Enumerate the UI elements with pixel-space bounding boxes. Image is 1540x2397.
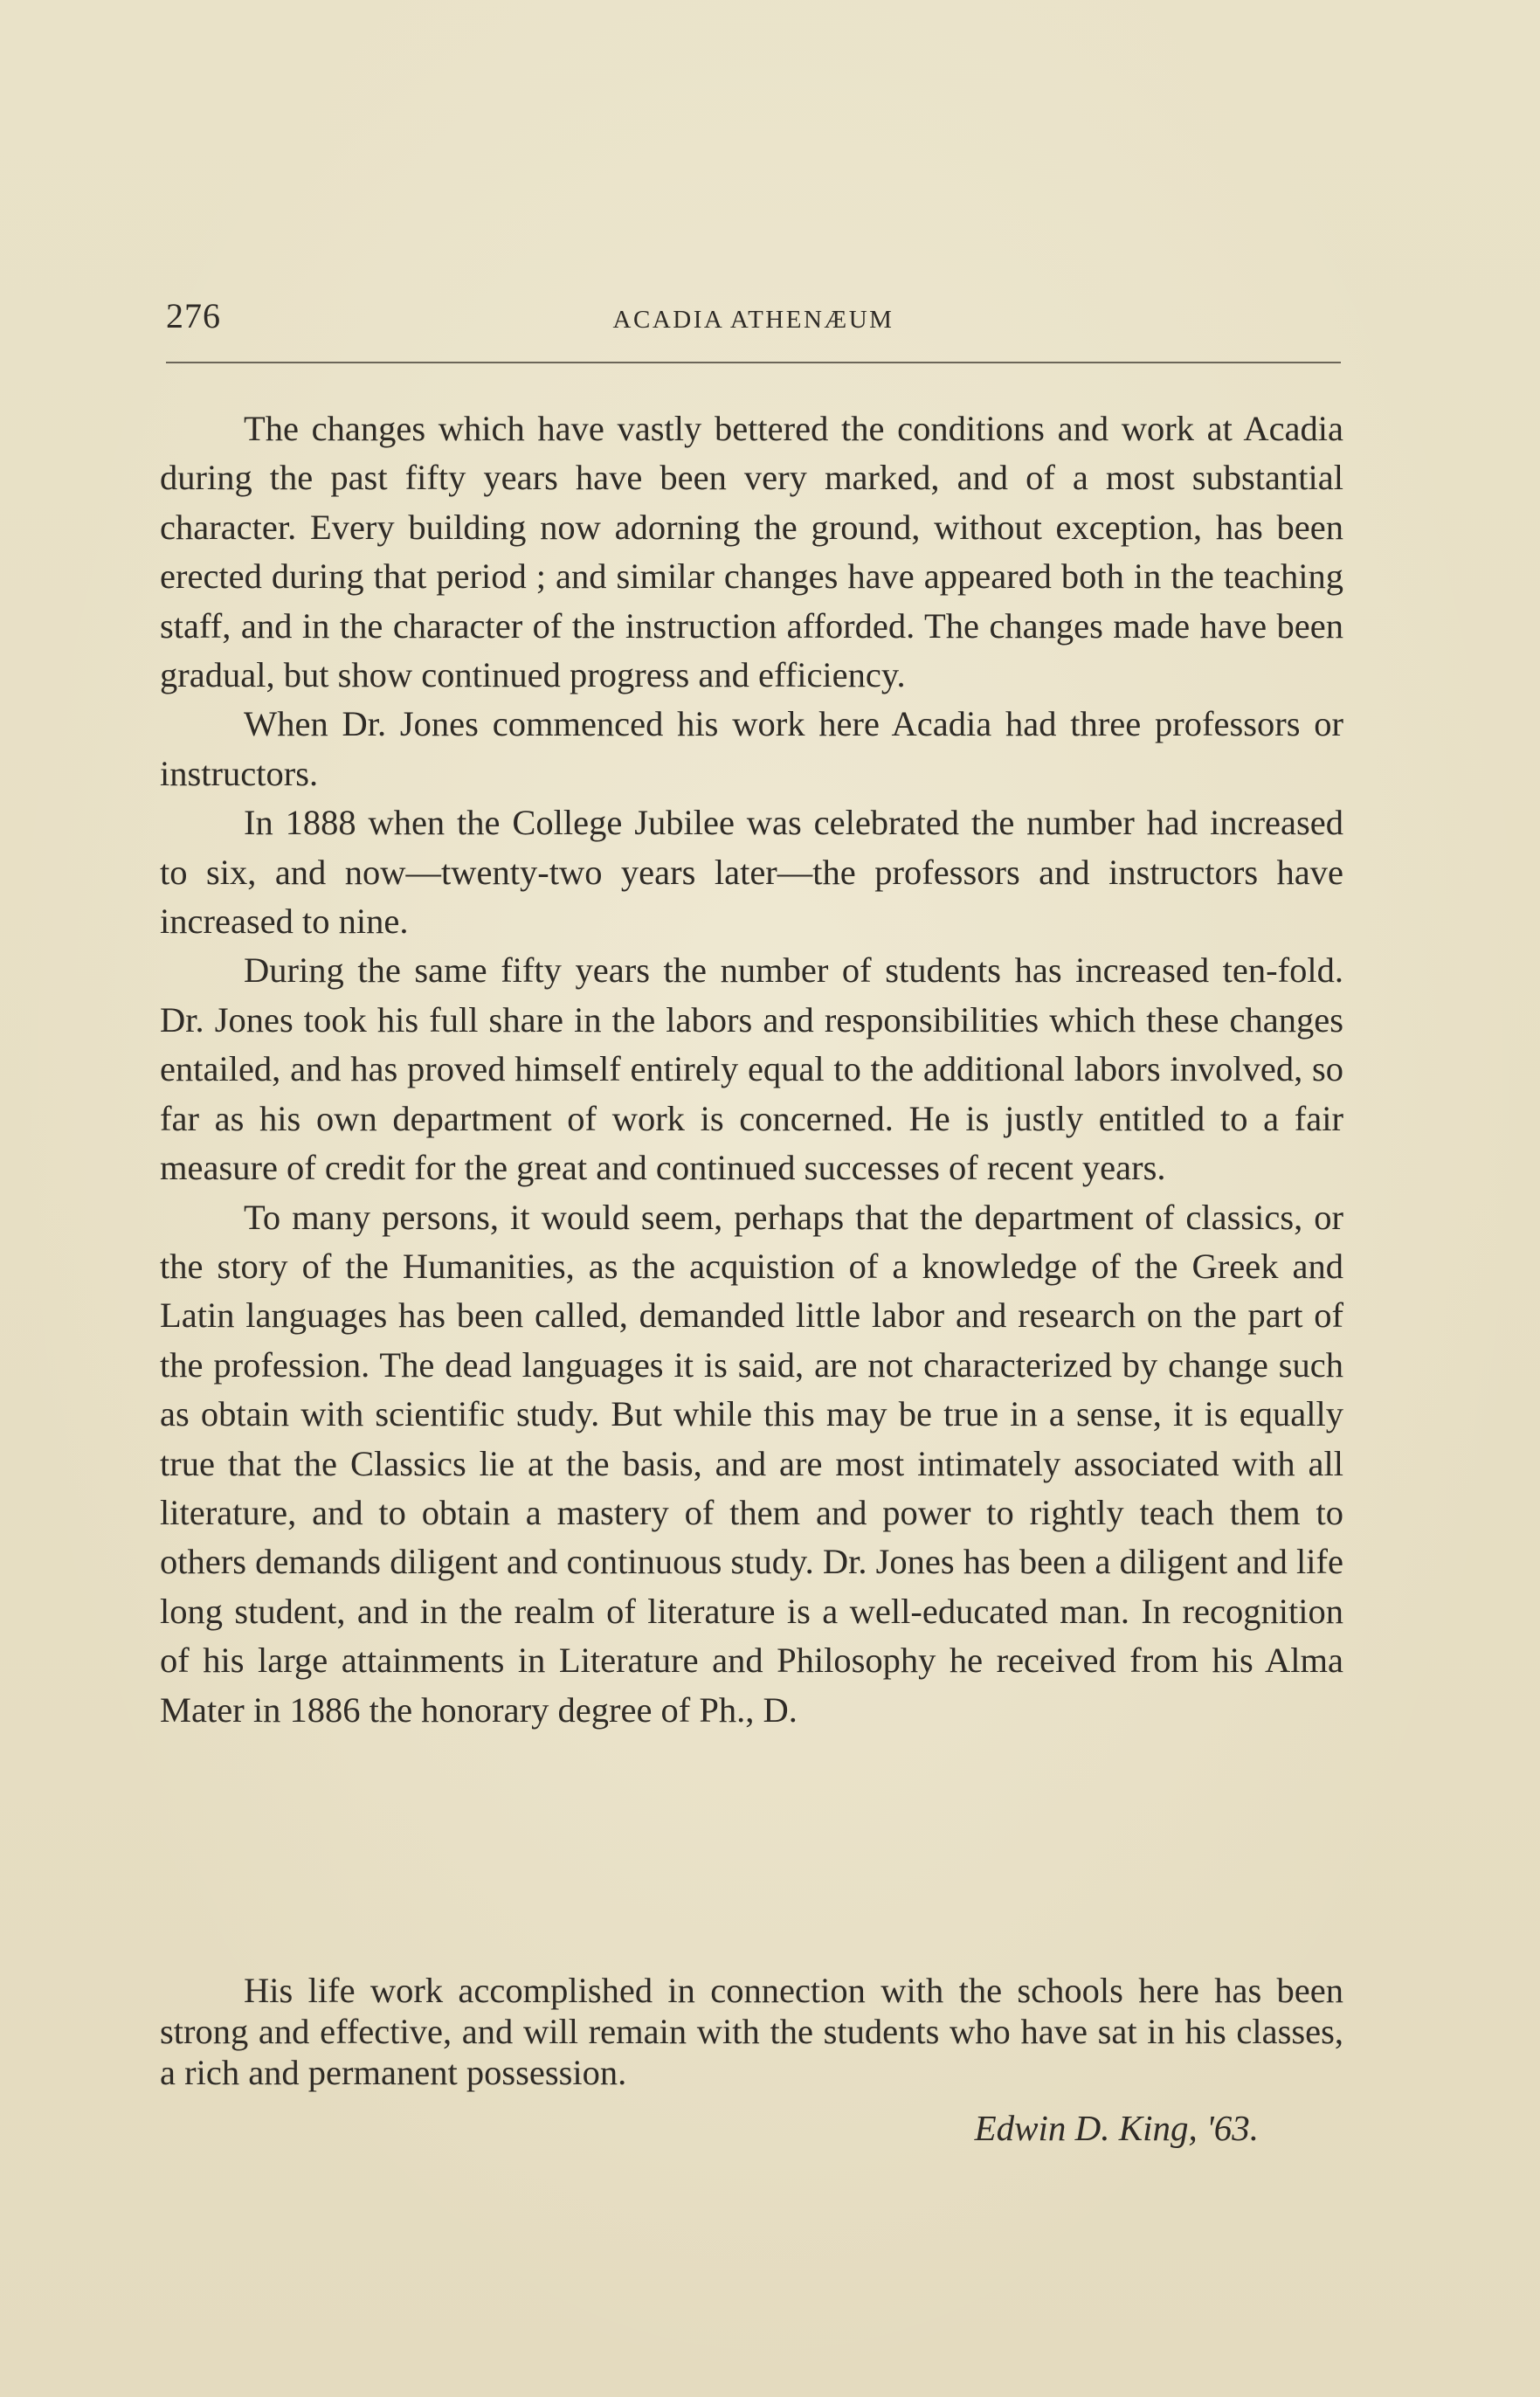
closing-paragraph-block: [160, 1970, 1343, 2093]
paragraph: The changes which have vastly bettered the conditions and work at Acadia during the past fifty years have been very marked, and of a most substantial character. Every building now adorning the ground, without exception, has been erected during that period ; and similar changes have appeared both in the teaching staff, and in the character of the instruction afforded. The changes made have been gradual, but show continued progress and efficiency.: [160, 409, 1343, 695]
paragraph: To many persons, it would seem, perhaps that the department of classics, or the story of the Humanities, as the acquistion of a knowledge of the Greek and Latin languages has been called, demanded little labor and research on the part of the profession. The dead languages it is said, are not characterized by change such as obtain with scientific study. But while this may be true in a sense, it is equally true that the Classics lie at the basis, and are most intimately associated with all literature, and to obtain a mastery of them and power to rightly teach them to others demands diligent and continuous study. Dr. Jones has been a diligent and life long student, and in the realm of literature is a well-educated man. In recognition of his large attainments in Literature and Philosophy he received from his Alma Mater in 1886 the honorary degree of Ph., D.: [160, 1197, 1343, 1730]
author-signature: Edwin D. King, '63.: [974, 2108, 1259, 2148]
running-head: [166, 295, 1341, 348]
paragraph: During the same fifty years the number of students has increased ten-fold. Dr. Jones took his full share in the labors and responsibilities which these changes entailed, and has proved himself entirely equal to the additional labors involved, so far as his own department of work is concerned. He is justly entitled to a fair measure of credit for the great and continued successes of recent years.: [160, 950, 1343, 1188]
page-number: 276: [166, 296, 221, 335]
header-rule: [166, 362, 1341, 363]
article-body: [160, 404, 1343, 1735]
paragraph: His life work accomplished in connection with the schools here has been strong and effective, and will remain with the students who have sat in his classes, a rich and permanent possession.: [160, 1971, 1343, 2092]
paragraph: When Dr. Jones commenced his work here Acadia had three professors or instructors.: [160, 704, 1343, 793]
paragraph: In 1888 when the College Jubilee was celebrated the number had increased to six, and now—twenty-two years later—the professors and instructors have increased to nine.: [160, 803, 1343, 942]
journal-title: ACADIA ATHENÆUM: [612, 306, 894, 334]
